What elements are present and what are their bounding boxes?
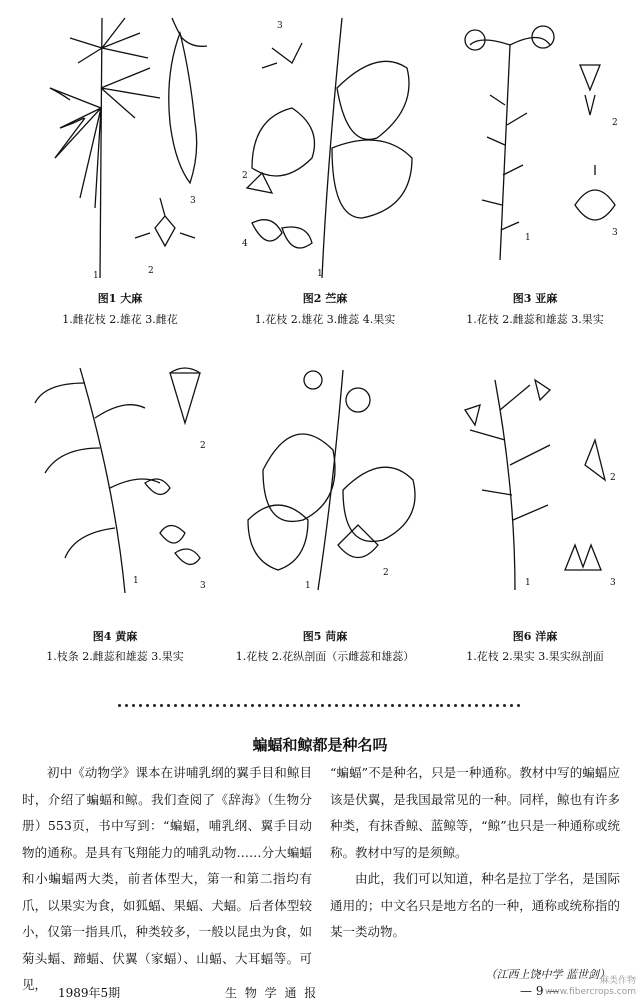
dotted-divider <box>118 703 526 707</box>
figure-3-label-1: 1 <box>525 233 531 243</box>
figure-3-label-2: 2 <box>612 118 618 128</box>
figure-6-caption: 1.花枝 2.果实 3.果实纵剖面 <box>466 650 604 663</box>
figure-1-label-1: 1 <box>93 271 99 281</box>
article-right-column <box>330 760 620 946</box>
figure-5-label-2: 2 <box>383 568 389 578</box>
watermark-line-2: www.fibercrops.com <box>545 987 636 997</box>
figure-6-label-2: 2 <box>610 473 616 483</box>
figure-3-illustration <box>455 25 625 265</box>
figure-5-title: 图5 苘麻 <box>302 630 348 643</box>
footer-page-number: — 9 — <box>520 984 560 998</box>
figure-4-caption: 1.枝条 2.雌蕊和雄蕊 3.果实 <box>46 650 184 663</box>
figure-5-label-1: 1 <box>305 581 311 591</box>
article-paragraph: 由此，我们可以知道，种名是拉丁学名，是国际通用的；中文名只是地方名的一种，通称或统称指的某一类动物。 <box>330 871 620 939</box>
footer-issue: 1989年5期 <box>58 986 121 1000</box>
author-signature: （江西上饶中学 蓝世剑） <box>485 968 610 981</box>
figure-4-label-2: 2 <box>200 441 206 451</box>
figure-6-illustration <box>455 370 625 595</box>
figure-3-label-3: 3 <box>612 228 618 238</box>
article-title: 蝙蝠和鲸都是种名吗 <box>252 736 388 754</box>
footer-journal: 生 物 学 通 报 <box>225 986 319 1000</box>
figure-4-illustration <box>25 358 220 598</box>
figure-2-caption: 1.花枝 2.雄花 3.雌蕊 4.果实 <box>254 313 396 326</box>
figure-1-title: 图1 大麻 <box>97 292 143 305</box>
figure-2-label-2: 2 <box>242 171 248 181</box>
figure-5-caption: 1.花枝 2.花纵剖面（示雌蕊和雄蕊） <box>235 650 415 663</box>
figure-2-label-3: 3 <box>277 21 283 31</box>
figure-4-label-3: 3 <box>200 581 206 591</box>
figure-2-title: 图2 苎麻 <box>302 292 348 305</box>
figure-1-illustration <box>30 8 215 283</box>
figure-1-label-2: 2 <box>148 266 154 276</box>
figure-2-label-1: 1 <box>317 269 323 279</box>
figure-6-label-3: 3 <box>610 578 616 588</box>
figure-3-title: 图3 亚麻 <box>512 292 558 305</box>
figure-4-title: 图4 黄麻 <box>92 630 138 643</box>
figure-2-illustration <box>232 8 432 283</box>
article-left-column <box>22 760 312 999</box>
article-paragraph: “蝙蝠”不是种名，只是一种通称。教材中写的蝙蝠应该是伏翼，是我国最常见的一种。同样，鲸也有许多种类，有抹香鲸、蓝鲸等，“鲸”也只是一种通称或统称。教材中写的是须鲸。 <box>330 765 620 860</box>
figure-4-label-1: 1 <box>133 576 139 586</box>
figure-6-title: 图6 洋麻 <box>512 630 558 643</box>
article-paragraph: 初中《动物学》课本在讲哺乳纲的翼手目和鲸目时，介绍了蝙蝠和鲸。我们查阅了《辞海》（生物分册）553页，书中写到：“蝙蝠，哺乳纲、翼手目动物的通称。是具有飞翔能力的哺乳动物……分大蝙蝠和小蝙蝠两大类，前者体型大，第一和第二指均有爪，以果实为食，如狐蝠、果蝠、犬蝠。后者体型较小，仅第一指具爪，种类较多，一般以昆虫为食，如菊头蝠、蹄蝠、伏翼（家蝠）、山蝠、大耳蝠等。可见， <box>22 765 312 992</box>
figure-6-label-1: 1 <box>525 578 531 588</box>
figure-2-label-4: 4 <box>242 239 248 249</box>
figure-3-caption: 1.花枝 2.雌蕊和雄蕊 3.果实 <box>466 313 604 326</box>
figure-1-caption: 1.雌花枝 2.雄花 3.雌花 <box>62 313 178 326</box>
figure-5-illustration <box>243 360 423 595</box>
watermark-line-1: 麻类作物 <box>599 976 636 986</box>
figure-1-label-3: 3 <box>190 196 196 206</box>
watermark <box>545 976 636 998</box>
